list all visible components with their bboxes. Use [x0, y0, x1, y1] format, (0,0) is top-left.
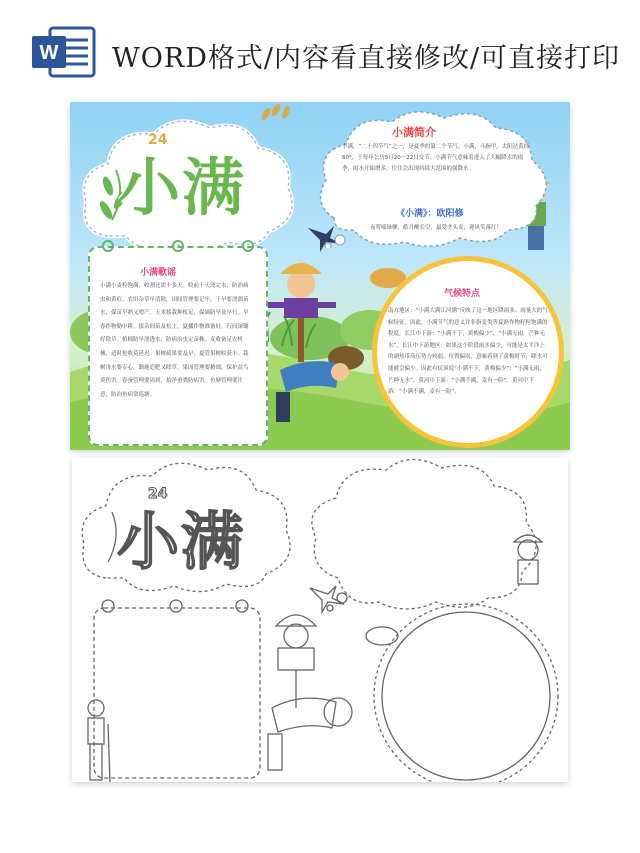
- outline-title-number: 24: [148, 486, 168, 502]
- header-title: WORD格式/内容看直接修改/可直接打印: [112, 43, 621, 74]
- poem-line: 夜莺啼绿柳，皓月醒长空。最爱垄头麦，迎风笑落红！: [370, 225, 503, 231]
- outline-title: 小满: [117, 505, 246, 578]
- word-document-icon: [30, 26, 98, 78]
- intro-text: 小满，“二十四节气”之一，是夏季的第二个节气。小满，斗指甲，太阳达黄经60°，于每年公历5月20～22日交节。小满节气意味着进入了大幅降水的雨季，雨水开始增多，往往会出现持续大范围的强降水。: [342, 144, 530, 172]
- outline-template-panel: [72, 458, 568, 782]
- song-text: 小满小麦粒饱满，收割还需十多天。收前十天浇完水，防治病虫和黄疸。农田杂草早清除，田间管理要记牢。干旱要浇溜苗水，保苗早熟又增产。玉米移栽种植足，保墒防旱及早行。早春作物勤中耕，拔杂间苗及松土。夏播作物准备好，行间深锄好除草。植棉防旱浇透水，防病治虫定苗株。麦收备足农机械，适时抢收莫延迟。果树疏果要及早，夏管果树收获丰。栽树浇水要专心，勤施追肥又除草。果园管理要精细，保护益鸟莫伤害。春蚕管理要周到，拾净蚕粪防病害。鱼塘管理要注意，防治鱼病常巡塘。: [100, 283, 249, 398]
- poem-title: 《小满》：欧阳修: [396, 209, 464, 219]
- song-heading: 小满歌谣: [140, 268, 177, 278]
- intro-heading: 小满简介: [392, 126, 436, 139]
- page-title: 小满: [118, 151, 247, 224]
- climate-text: 南方地区：“小满大满江河满”反映了这一地区降雨多、雨量大的气候特征。因此，小满节气的意义并非指麦类等夏熟作物籽粒饱满的程度。长江中下游：“小满不下，黄梅偏少”，“小满无雨，芒种无水”。长江中下游地区：如果这个阶段雨水偏少，可能是太平洋上的副热带高压势力较弱，位置偏南，意味着到了黄梅时节，降水可能就会偏少。因此有民谚说“小满不下，黄梅偏少”；“小满无雨，芒种无水”。黄河中下游：“小满不满，麦有一险”。黄河中下游：“小满不满，麦有一险”。: [388, 308, 548, 396]
- ring-binder-icon: [88, 238, 268, 254]
- header: [0, 0, 640, 100]
- color-template-panel: [70, 102, 570, 450]
- climate-heading: 气候特点: [444, 289, 481, 299]
- title-number: 24: [148, 132, 168, 148]
- svg-text:W: W: [39, 42, 59, 64]
